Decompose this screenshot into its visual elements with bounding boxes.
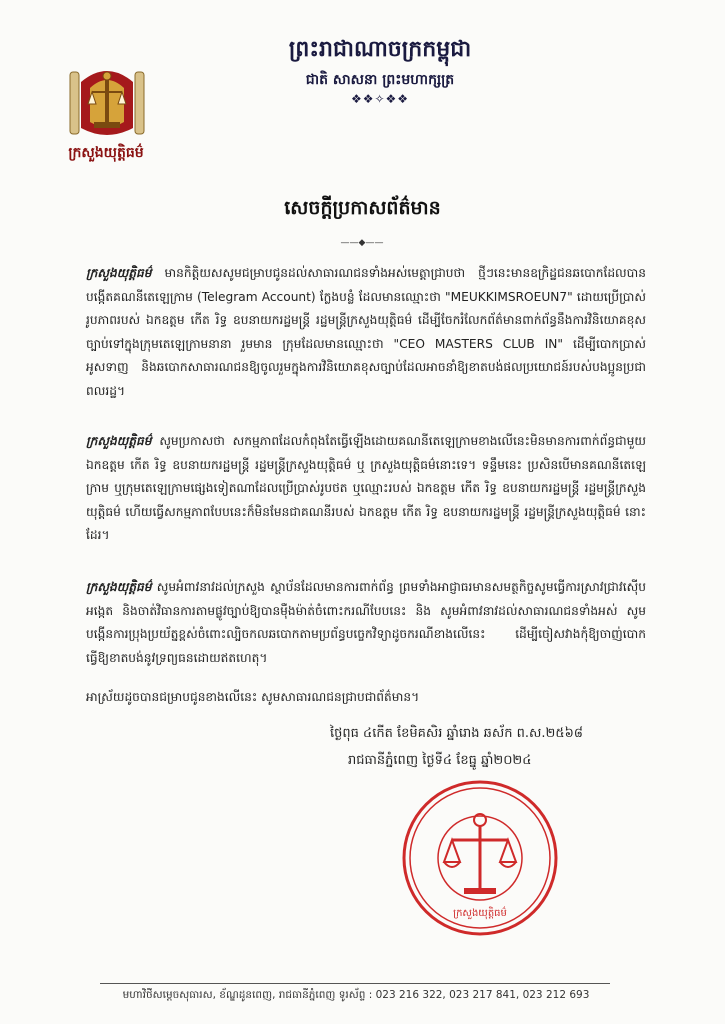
page-title: សេចក្ដីប្រកាសព័ត៌មាន — [284, 197, 441, 219]
footer-contact: មហាវិថីសម្ដេចសុធារស, ខ័ណ្ឌដូនពេញ, រាជធានីភ្នំពេញ ទូរស័ព្ទ : 023 216 322, 023 217 841, 023 212 693 — [122, 989, 590, 1001]
paragraph-1 — [86, 262, 646, 403]
seal-text: ក្រសួងយុត្តិធម៌ — [453, 908, 507, 919]
paragraph-2 — [86, 430, 646, 548]
official-seal-icon — [400, 778, 560, 938]
paragraph-text: សូមប្រកាសថា សកម្មភាពដែលកំពុងតែធ្វើឡើងដោយគណនីតេឡេក្រាមខាងលើនេះមិនមានការពាក់ព័ន្ធជាមួយ ឯកឧត្តម កើត រិទ្ធ ឧបនាយករដ្ឋមន្ត្រី រដ្ឋមន្ត្រីក្រសួងយុត្តិធម៌ ឬ ក្រសួងយុត្តិធម៌នោះទេ។ ទន្ទឹមនេះ ប្រសិនបើមានគណនីតេឡេក្រាម ឬក្រុមតេឡេក្រាមផ្សេងទៀតណាដែលប្រើប្រាស់រូបថត ឬឈ្មោះរបស់ ឯកឧត្តម កើត រិទ្ធ ឧបនាយករដ្ឋមន្ត្រី រដ្ឋមន្ត្រីក្រសួងយុត្តិធម៌ ហើយធ្វើសកម្មភាពបែបនេះក៏មិនមែនជាគណនីរបស់ ឯកឧត្តម កើត រិទ្ធ ឧបនាយករដ្ឋមន្ត្រី រដ្ឋមន្ត្រីក្រសួងយុត្តិធម៌ នោះដែរ។ — [86, 434, 646, 542]
paragraph-lead: ក្រសួងយុត្តិធម៌ — [86, 434, 152, 448]
paragraph-3 — [86, 576, 646, 670]
paragraph-text: អាស្រ័យដូចបានជម្រាបជូនខាងលើនេះ សូមសាធារណជនជ្រាបជាព័ត៌មាន។ — [86, 690, 420, 704]
header-ornament: ❖❖✧❖❖ — [350, 92, 410, 106]
title-divider: ——◆—— — [340, 238, 384, 248]
lunar-date: ថ្ងៃពុធ ៤កើត ខែមិគសិរ ឆ្នាំរោង ឆស័ក ព.ស.២៥៦៨ — [330, 726, 583, 741]
footer-divider — [100, 983, 610, 984]
paragraph-4 — [86, 686, 646, 710]
solar-date: រាជធានីភ្នំពេញ ថ្ងៃទី៤ ខែធ្នូ ឆ្នាំ២០២៤ — [348, 753, 532, 768]
national-motto: ជាតិ សាសនា ព្រះមហាក្សត្រ — [305, 72, 455, 88]
paragraph-text: សូមអំពាវនាវដល់ក្រសួង ស្ថាប័នដែលមានការពាក់ព័ន្ធ ព្រមទាំងអាជ្ញាធរមានសមត្ថកិច្ចសូមធ្វើការស្រាវជ្រាវស៊ើបអង្កេត និងចាត់វិធានការតាមផ្លូវច្បាប់ឱ្យបានម៉ឺងម៉ាត់ចំពោះករណីបែបនេះ និង សូមអំពាវនាវដល់សាធារណជនទាំងអស់ សូមបង្កើនការប្រុងប្រយ័ត្នខ្ពស់ចំពោះល្បិចកលឆបោកតាមប្រព័ន្ធបច្ចេកវិទ្យាដូចករណីខាងលើនេះ ដើម្បីចៀសវាងកុំឱ្យចាញ់បោកធ្វើឱ្យខាតបង់នូវទ្រព្យធនដោយឥតហេតុ។ — [86, 580, 646, 665]
paragraph-lead: ក្រសួងយុត្តិធម៌ — [86, 266, 152, 280]
kingdom-heading: ព្រះរាជាណាចក្រកម្ពុជា — [288, 36, 472, 62]
paragraph-text: មានកិត្តិយសសូមជម្រាបជូនដល់សាធារណជនទាំងអស់មេត្តាជ្រាបថា ថ្មីៗនេះមានឧក្រិដ្ឋជនឆបោកដែលបានបង្កើតគណនីតេឡេក្រាម (Telegram Account) ក្លែងបន្លំ ដែលមានឈ្មោះថា "MEUKKIMSROEUN7" ដោយប្រើប្រាស់រូបភាពរបស់ ឯកឧត្តម កើត រិទ្ធ ឧបនាយករដ្ឋមន្ត្រី រដ្ឋមន្ត្រីក្រសួងយុត្តិធម៌ ដើម្បីចែករំលែកព័ត៌មានពាក់ព័ន្ធនឹងការវិនិយោគខុសច្បាប់ទៅក្នុងក្រុមតេឡេក្រាមនានា រួមមាន ក្រុមដែលមានឈ្មោះថា "CEO MASTERS CLUB IN" ដើម្បីបោកប្រាស់ អូសទាញ និងឆបោកសាធារណជនឱ្យចូលរួមក្នុងការវិនិយោគខុសច្បាប់ដែលអាចនាំឱ្យខាតបង់ផលប្រយោជន៍របស់បងប្អូនប្រជាពលរដ្ឋ។ — [86, 266, 646, 398]
ministry-name: ក្រសួងយុត្តិធម៌ — [68, 145, 144, 161]
paragraph-lead: ក្រសួងយុត្តិធម៌ — [86, 580, 152, 594]
ministry-emblem-icon — [68, 62, 146, 142]
